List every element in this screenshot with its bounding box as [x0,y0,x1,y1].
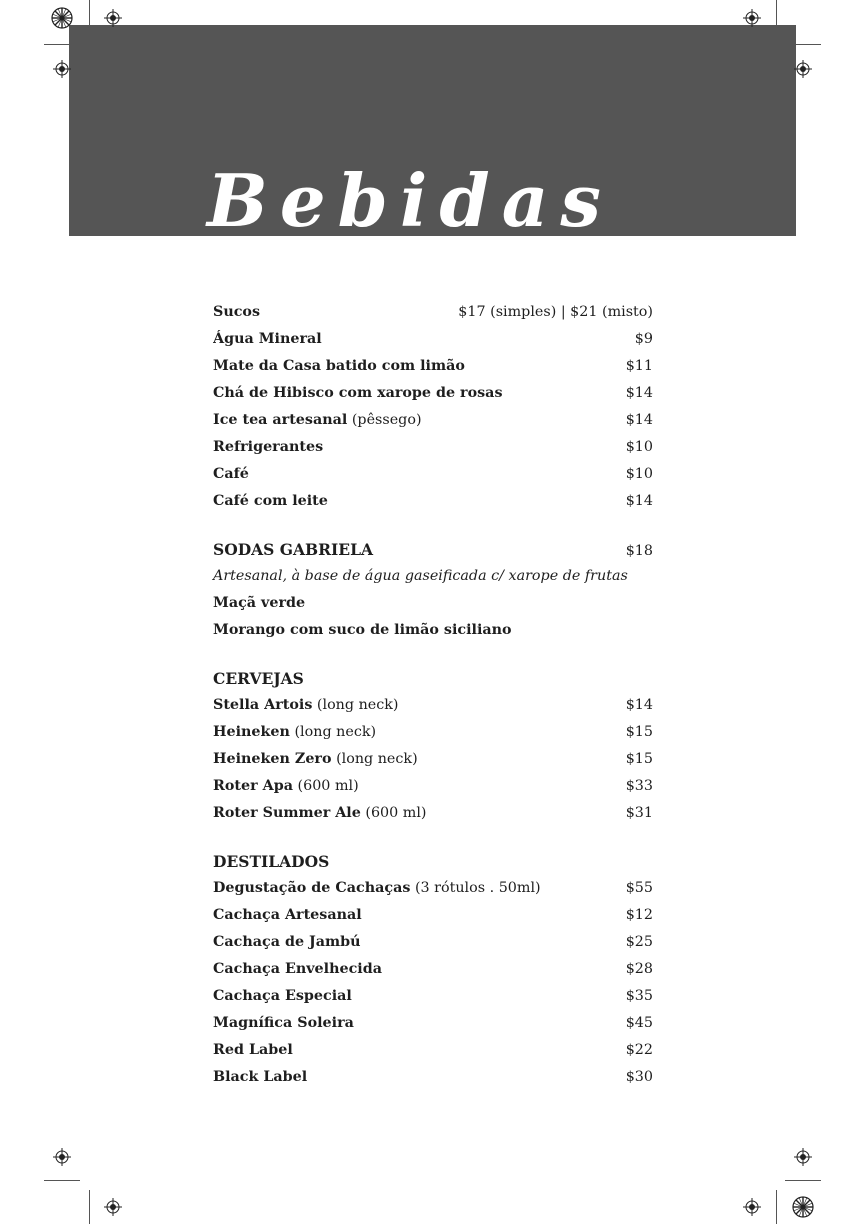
registration-target-icon [53,1148,71,1166]
menu-item-price: $14 [625,493,653,509]
crop-line [89,0,90,32]
menu-item [213,461,653,488]
menu-item-label [213,746,418,773]
menu-item-name: Refrigerantes [213,439,324,455]
menu-item-label [213,773,359,800]
section-gap [213,515,653,536]
menu-item-label [213,380,503,407]
menu-item [213,1010,653,1037]
registration-target-icon [794,1148,812,1166]
section-heading: CERVEJAS [213,669,304,688]
section-heading-row [213,536,653,563]
menu-item-note: (long neck) [316,697,399,713]
menu-item-price: $9 [634,331,653,347]
menu-item-name: Mate da Casa batido com limão [213,358,465,374]
menu-item [213,692,653,719]
crop-line [89,1190,90,1224]
crop-line [785,44,821,45]
menu-item-label [213,1037,293,1064]
menu-item-label [213,800,427,827]
menu-item-note: (3 rótulos . 50ml) [414,880,541,896]
menu-item-label [213,929,361,956]
menu-item-name: Degustação de Cachaças [213,880,411,896]
menu-item-label [213,434,323,461]
menu-item [213,380,653,407]
menu-item-price: $11 [625,358,653,374]
menu-item-name: Sucos [213,304,261,320]
menu-item-name: Stella Artois [213,697,313,713]
menu-item-name: Cachaça Especial [213,988,352,1004]
menu-item-price: $45 [625,1015,653,1031]
menu-item [213,590,653,617]
registration-target-icon [104,1198,122,1216]
menu-item-name: Café [213,466,249,482]
menu-item-price: $35 [625,988,653,1004]
menu-item-label [213,407,422,434]
menu-item-name: Cachaça de Jambú [213,934,361,950]
menu-item [213,875,653,902]
menu-item-name: Heineken Zero [213,751,332,767]
registration-star-icon [792,1196,814,1218]
registration-target-icon [743,1198,761,1216]
drinks-menu [213,299,653,1091]
menu-item [213,488,653,515]
menu-item-label [213,692,399,719]
crop-line [44,44,80,45]
menu-item [213,773,653,800]
menu-item-note: (600 ml) [297,778,359,794]
menu-item-price: $15 [625,751,653,767]
menu-item [213,1037,653,1064]
crop-line [44,1180,80,1181]
menu-item-label [213,299,260,326]
menu-item-note: (long neck) [294,724,377,740]
menu-item-label [213,461,249,488]
menu-item-label [213,590,305,617]
crop-line [785,1180,821,1181]
section-heading: DESTILADOS [213,852,330,871]
menu-item-label [213,488,328,515]
menu-item-label [213,902,362,929]
menu-item-price: $17 (simples) | $21 (misto) [458,304,653,320]
menu-item-label [213,326,322,353]
menu-item [213,902,653,929]
menu-item-name: Roter Apa [213,778,293,794]
registration-target-icon [53,60,71,78]
menu-item [213,983,653,1010]
menu-item-price: $33 [625,778,653,794]
menu-item [213,1064,653,1091]
menu-item-price: $14 [625,697,653,713]
menu-item [213,326,653,353]
section-description: Artesanal, à base de água gaseificada c/ xarope de frutas [213,568,628,584]
section-heading: SODAS GABRIELA [213,540,373,559]
menu-item-name: Roter Summer Ale [213,805,361,821]
page-title: Bebidas [207,158,613,236]
menu-item-name: Magnífica Soleira [213,1015,354,1031]
registration-target-icon [104,9,122,27]
menu-item [213,299,653,326]
menu-item-name: Maçã verde [213,595,306,611]
menu-item-price: $14 [625,412,653,428]
menu-item-price: $55 [625,880,653,896]
section-gap [213,644,653,665]
menu-item-name: Água Mineral [213,331,322,347]
menu-item-price: $10 [625,439,653,455]
menu-item-label [213,983,352,1010]
menu-item [213,719,653,746]
menu-item [213,746,653,773]
section-heading-row [213,665,653,692]
menu-item [213,929,653,956]
menu-item-label [213,719,376,746]
section-gap [213,827,653,848]
menu-item-price: $15 [625,724,653,740]
section-price: $18 [625,543,653,559]
registration-star-icon [51,7,73,29]
menu-item [213,434,653,461]
menu-item-price: $25 [625,934,653,950]
menu-item-name: Black Label [213,1069,308,1085]
menu-item-name: Cachaça Envelhecida [213,961,382,977]
menu-item [213,617,653,644]
menu-item-label [213,875,541,902]
section-heading-row [213,848,653,875]
menu-item [213,956,653,983]
registration-target-icon [743,9,761,27]
menu-item-price: $31 [625,805,653,821]
menu-item-name: Heineken [213,724,290,740]
menu-item [213,353,653,380]
menu-item-price: $10 [625,466,653,482]
crop-line [776,0,777,32]
menu-item-label [213,956,382,983]
menu-item-price: $22 [625,1042,653,1058]
menu-item [213,407,653,434]
menu-item-note: (600 ml) [365,805,427,821]
menu-item-name: Morango com suco de limão siciliano [213,622,512,638]
menu-item-label [213,617,512,644]
menu-item-label [213,1064,307,1091]
menu-item-price: $12 [625,907,653,923]
crop-line [776,1190,777,1224]
menu-item-note: (long neck) [336,751,418,767]
menu-item-name: Cachaça Artesanal [213,907,362,923]
title-banner-clip [69,25,796,236]
menu-item [213,800,653,827]
menu-item-price: $30 [625,1069,653,1085]
menu-item-price: $28 [625,961,653,977]
registration-target-icon [794,60,812,78]
menu-item-name: Chá de Hibisco com xarope de rosas [213,385,503,401]
menu-item-price: $14 [625,385,653,401]
menu-item-label [213,1010,354,1037]
menu-item-label [213,353,465,380]
menu-item-name: Ice tea artesanal [213,412,348,428]
menu-item-name: Café com leite [213,493,328,509]
menu-item-name: Red Label [213,1042,293,1058]
menu-item-note: (pêssego) [351,412,422,428]
